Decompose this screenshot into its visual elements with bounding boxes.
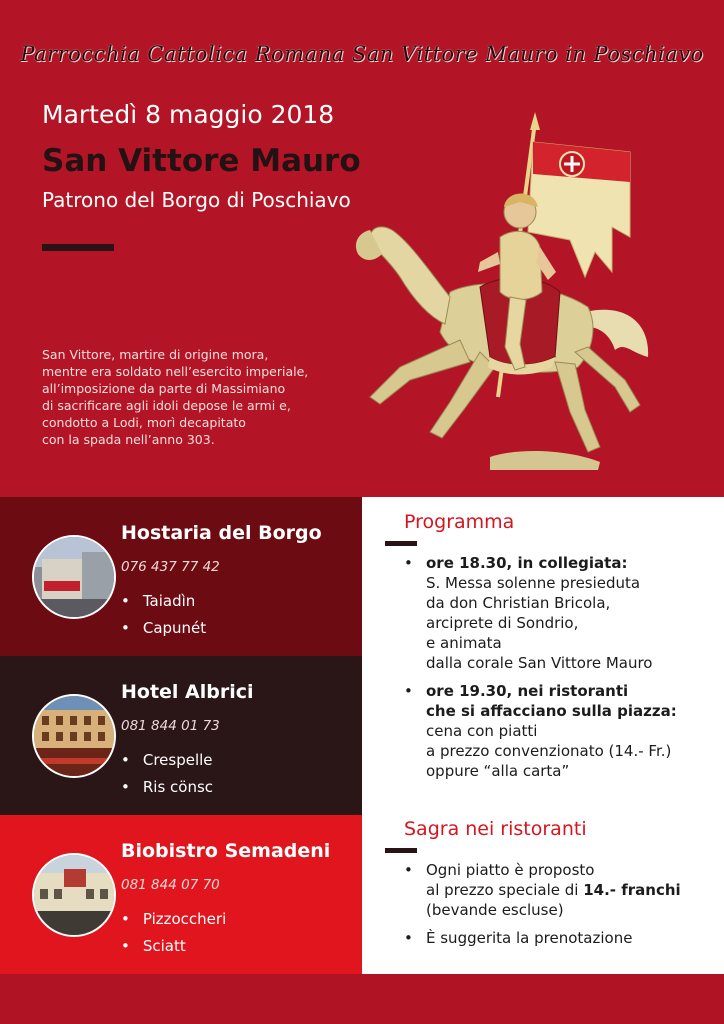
- restaurant-phone: 076 437 77 42: [121, 559, 220, 575]
- event-date: Martedì 8 maggio 2018: [42, 100, 335, 129]
- dish-list: [121, 747, 213, 801]
- dish-item: • Ris cönsc: [121, 774, 213, 801]
- sagra-item-text: (bevande escluse): [426, 901, 564, 919]
- program-panel: [362, 497, 724, 974]
- sagra-item: [404, 860, 714, 920]
- dish-item: • Capunét: [121, 615, 206, 642]
- divider: [42, 244, 114, 251]
- saint-biography: [42, 346, 332, 448]
- program-item-text: da don Christian Bricola,: [426, 594, 611, 612]
- program-item-text: arciprete di Sondrio,: [426, 614, 579, 632]
- restaurant-photo: [32, 694, 116, 778]
- restaurant-card: [0, 815, 362, 974]
- saint-horseman-illustration: [330, 112, 660, 482]
- bio-line: condotto a Lodi, morì decapitato: [42, 415, 246, 430]
- program-item-text: e animata: [426, 634, 502, 652]
- restaurant-phone: 081 844 01 73: [121, 718, 220, 734]
- dish-item: • Pizzoccheri: [121, 906, 226, 933]
- bio-line: all’imposizione da parte di Massimiano: [42, 381, 286, 396]
- dish-item: • Sciatt: [121, 933, 226, 960]
- program-item-heading: • ore 19.30, nei ristoranti: [426, 682, 629, 700]
- restaurant-name: Biobistro Semadeni: [121, 840, 331, 862]
- sagra-item-text: • Ogni piatto è proposto: [426, 861, 595, 879]
- program-item-text: S. Messa solenne presieduta: [426, 574, 641, 592]
- sagra-price: 14.- franchi: [583, 881, 681, 899]
- restaurant-name: Hostaria del Borgo: [121, 522, 322, 544]
- dish-item: • Crespelle: [121, 747, 213, 774]
- program-title: Programma: [404, 511, 515, 533]
- restaurant-photo: [32, 853, 116, 937]
- divider: [385, 848, 417, 853]
- sagra-price-text: al prezzo speciale di: [426, 881, 584, 899]
- dish-list: [121, 588, 206, 642]
- bio-line: mentre era soldato nell’esercito imperiale,: [42, 364, 309, 379]
- program-item-text: cena con piatti: [426, 722, 538, 740]
- page-title: San Vittore Mauro: [42, 143, 361, 179]
- restaurant-card: [0, 497, 362, 656]
- program-item-heading: • ore 18.30, in collegiata:: [426, 554, 628, 572]
- dish-list: [121, 906, 226, 960]
- dish-item: • Taiadìn: [121, 588, 206, 615]
- program-item-text: dalla corale San Vittore Mauro: [426, 654, 653, 672]
- bio-line: San Vittore, martire di origine mora,: [42, 347, 269, 362]
- divider: [385, 541, 417, 546]
- restaurant-name: Hotel Albrici: [121, 681, 254, 703]
- restaurant-card: [0, 656, 362, 815]
- sagra-item: • È suggerita la prenotazione: [404, 928, 714, 948]
- program-item-text: oppure “alla carta”: [426, 762, 570, 780]
- program-item: [404, 681, 714, 781]
- page-subtitle: Patrono del Borgo di Poschiavo: [42, 188, 351, 212]
- program-item-text: a prezzo convenzionato (14.- Fr.): [426, 742, 672, 760]
- bio-line: di sacrificare agli idoli depose le armi e,: [42, 398, 291, 413]
- parish-name: Parrocchia Cattolica Romana San Vittore Mauro in Poschiavo: [20, 42, 704, 66]
- footer-band: [0, 974, 724, 1024]
- sagra-item-text: [426, 880, 714, 900]
- hero-section: [0, 0, 724, 497]
- restaurant-photo: [32, 535, 116, 619]
- sagra-list: [404, 860, 714, 956]
- bio-line: con la spada nell’anno 303.: [42, 432, 215, 447]
- program-list: [404, 553, 714, 789]
- sagra-title: Sagra nei ristoranti: [404, 818, 587, 840]
- program-item-heading: che si affacciano sulla piazza:: [426, 702, 677, 720]
- program-item: [404, 553, 714, 673]
- restaurant-phone: 081 844 07 70: [121, 877, 220, 893]
